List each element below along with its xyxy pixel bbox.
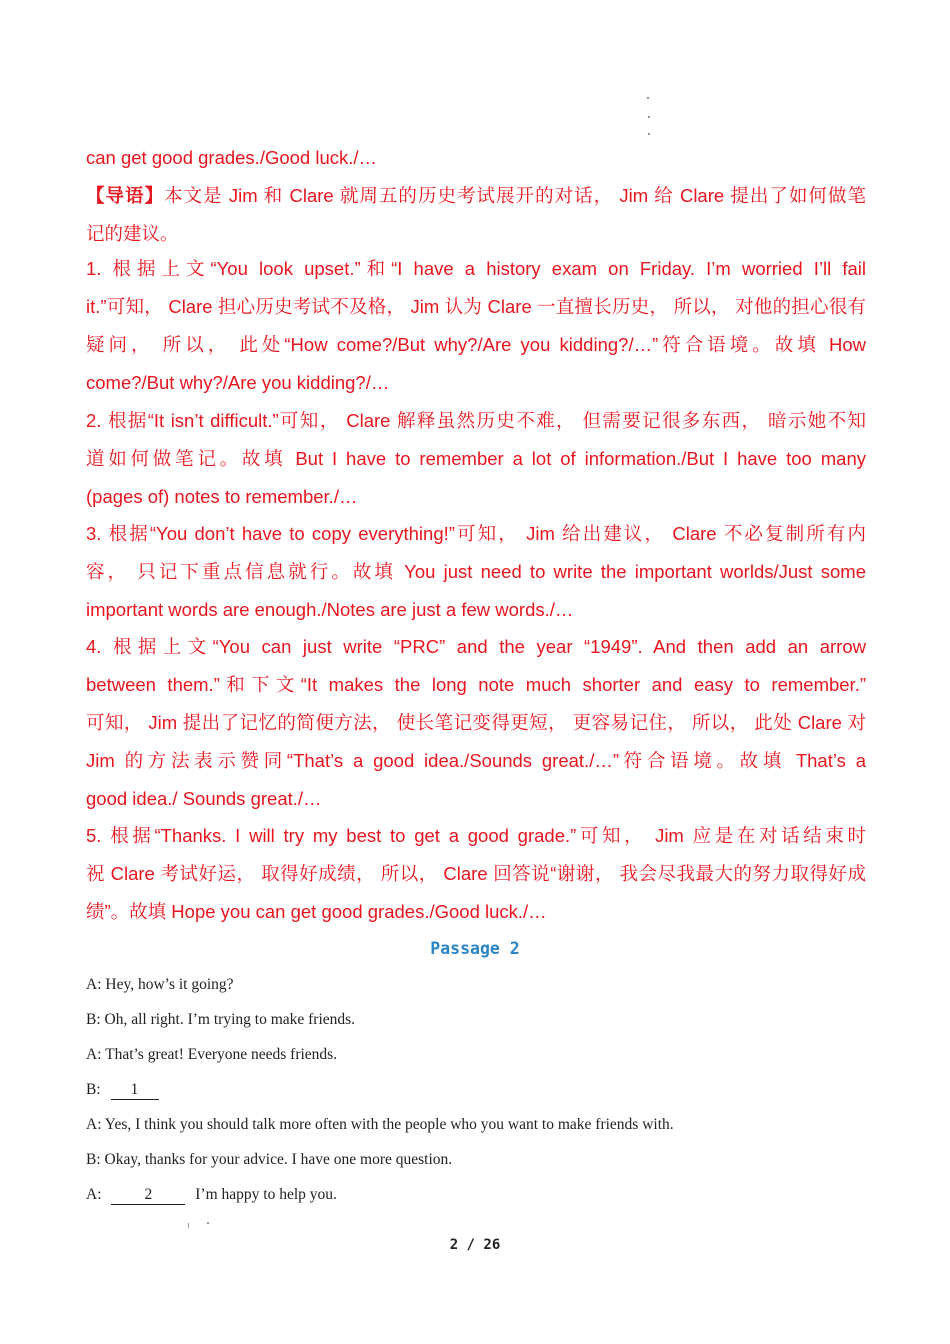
item-1-line: 1. 根据上文“You look upset.”和“I have a history exam on Friday. I’m worried I’ll fail	[86, 258, 866, 279]
item-5-line: 祝 Clare 考试好运， 取得好成绩， 所以， Clare 回答说“谢谢， 我会尽我最大的努力取得好成	[86, 863, 866, 884]
scan-mark	[188, 1223, 189, 1228]
answer-blank-2: 2	[111, 1186, 185, 1205]
dialogue-line: B: Okay, thanks for your advice. I have one more question.	[86, 1151, 453, 1168]
item-2-line: (pages of) notes to remember./…	[86, 486, 358, 507]
dialogue-line: B: Oh, all right. I’m trying to make friends.	[86, 1011, 356, 1028]
passage-title: Passage 2	[430, 939, 520, 958]
item-3-line: important words are enough./Notes are just a few words./…	[86, 599, 574, 620]
page-number: 2 / 26	[449, 1237, 501, 1253]
guide-line	[86, 184, 866, 208]
scan-mark	[647, 97, 649, 99]
item-4-line: good idea./ Sounds great./…	[86, 788, 322, 809]
dialogue-line: A: Yes, I think you should talk more often with the people who you want to make friends with.	[86, 1116, 674, 1133]
item-1-line: come?/But why?/Are you kidding?/…	[86, 372, 390, 393]
item-4-line: between them.”和下文“It makes the long note much shorter and easy to remember.”	[86, 674, 866, 695]
scan-mark	[648, 133, 650, 135]
item-1-line: 疑问， 所以， 此处“How come?/But why?/Are you kidding?/…”符合语境。故填 How	[86, 334, 866, 355]
dialogue-text: I’m happy to help you.	[195, 1186, 337, 1203]
scan-mark	[207, 1222, 209, 1224]
item-1-line: it.”可知， Clare 担心历史考试不及格， Jim 认为 Clare 一直擅长历史， 所以， 对他的担心很有	[86, 296, 866, 317]
item-3-line: 容， 只记下重点信息就行。故填 You just need to write the important worlds/Just some	[86, 561, 866, 582]
item-2-line: 道如何做笔记。故填 But I have to remember a lot of information./But I have too many	[86, 448, 866, 469]
item-4-line: 可知， Jim 提出了记忆的简便方法， 使长笔记变得更短， 更容易记住， 所以， 此处 Clare 对	[86, 712, 866, 733]
item-2-line: 2. 根据“It isn’t difficult.”可知， Clare 解释虽然历史不难， 但需要记很多东西， 暗示她不知	[86, 410, 866, 431]
dialogue-line: A: That’s great! Everyone needs friends.	[86, 1046, 338, 1063]
item-3-line: 3. 根据“You don’t have to copy everything!”可知， Jim 给出建议， Clare 不必复制所有内	[86, 523, 866, 544]
speaker-label: A:	[86, 1186, 102, 1203]
dialogue-line	[86, 1185, 337, 1205]
dialogue-line: A: Hey, how’s it going?	[86, 976, 234, 993]
item-4-line: 4. 根据上文“You can just write “PRC” and the year “1949”. And then add an arrow	[86, 636, 866, 657]
guide-label: 【导语】	[86, 185, 165, 206]
item-5-line: 5. 根据“Thanks. I will try my best to get a good grade.”可知， Jim 应是在对话结束时	[86, 825, 866, 846]
dialogue-line	[86, 1080, 159, 1100]
scan-mark	[648, 116, 650, 118]
item-5-line: 绩”。故填 Hope you can get good grades./Good luck./…	[86, 901, 547, 922]
speaker-label: B:	[86, 1081, 101, 1098]
analysis-line: can get good grades./Good luck./…	[86, 147, 378, 168]
guide-line-2: 记的建议。	[86, 223, 179, 244]
guide-text: 本文是 Jim 和 Clare 就周五的历史考试展开的对话， Jim 给 Clare 提出了如何做笔	[164, 185, 866, 206]
item-4-line: Jim 的方法表示赞同“That’s a good idea./Sounds great./…”符合语境。故填 That’s a	[86, 750, 866, 771]
answer-blank-1: 1	[111, 1081, 159, 1100]
